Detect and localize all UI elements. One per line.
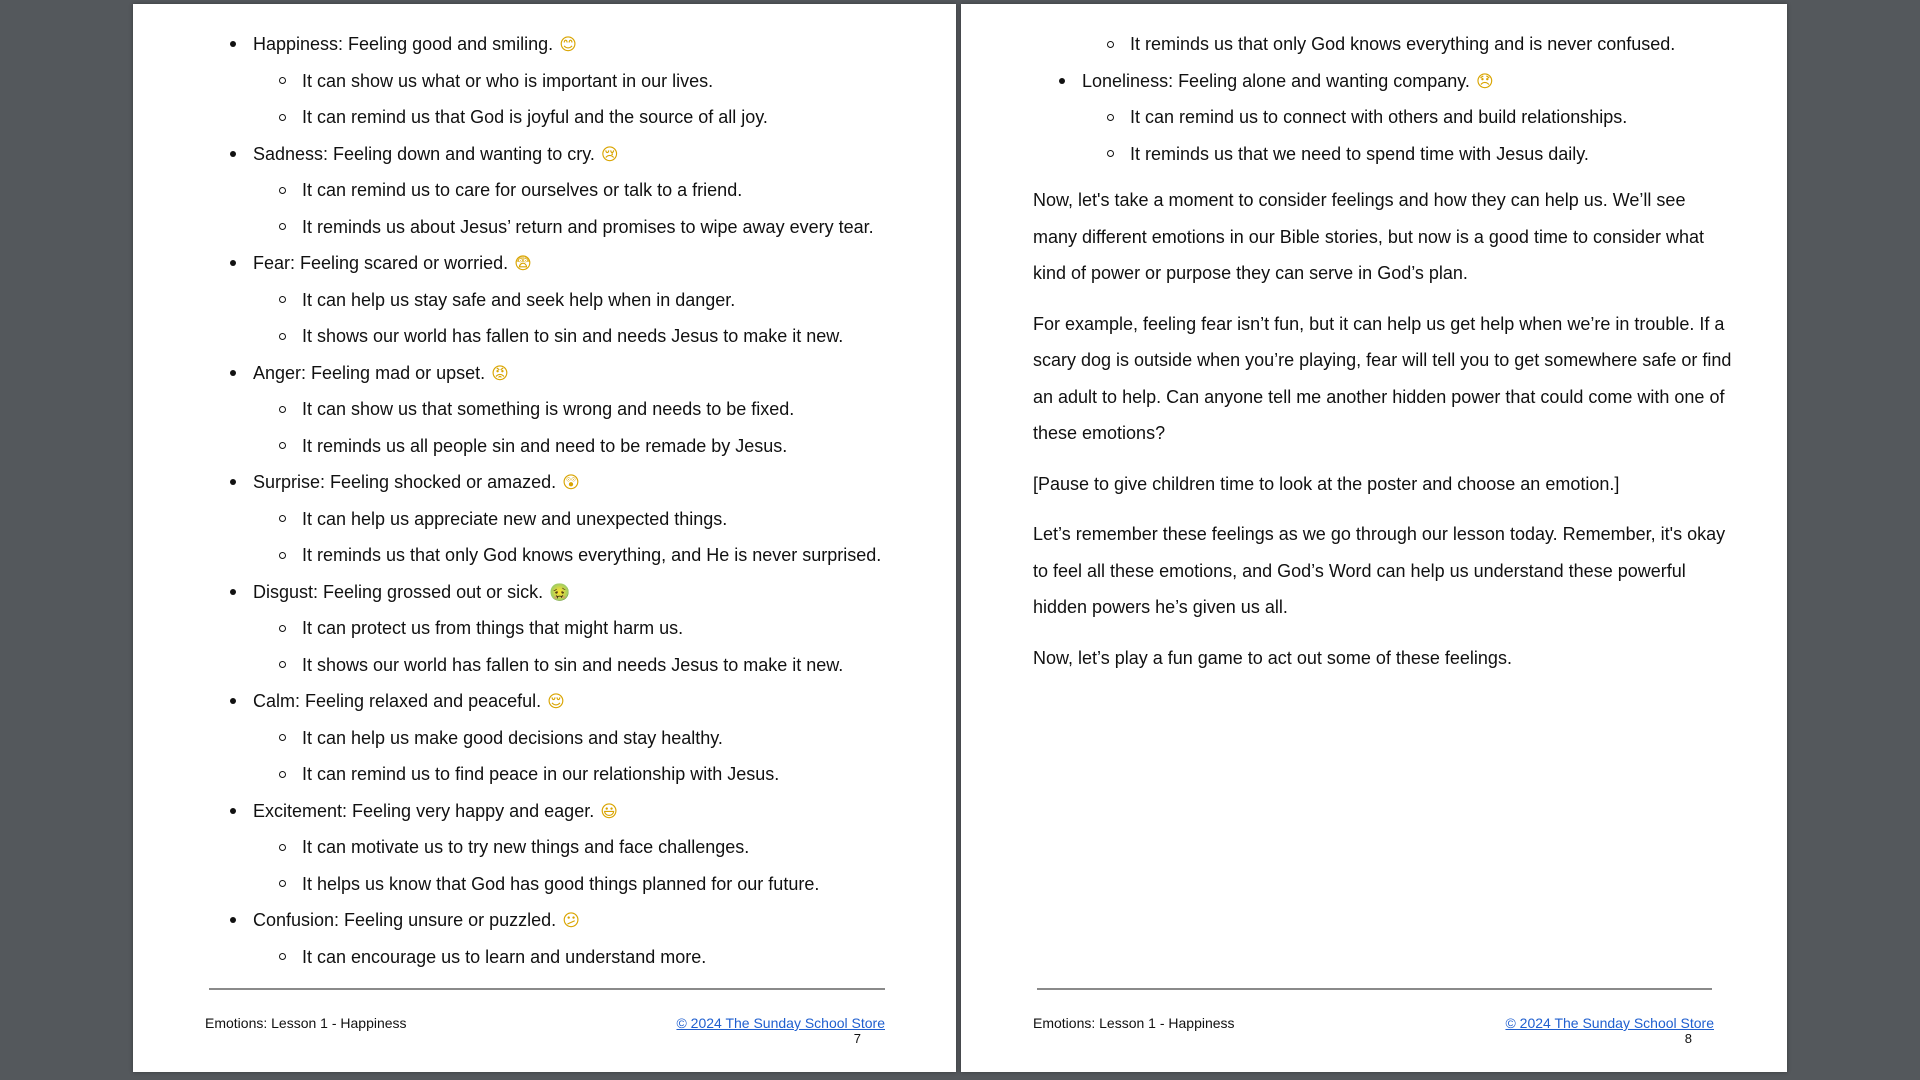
list-subitem [133, 537, 956, 574]
item-text: Sadness: Feeling down and wanting to cry. [253, 143, 595, 164]
item-text: Happiness: Feeling good and smiling. [253, 34, 554, 54]
list-subitem [961, 136, 1787, 173]
list-subitem [133, 647, 956, 684]
bullet [230, 355, 236, 392]
bullet [230, 464, 236, 501]
emoji-icon: 😊 [559, 35, 577, 55]
lesson-paragraph: For example, feeling fear isn’t fun, but it can help us get help when we’re in trouble. If a scary dog is outside when you’re playing, fear will tell you to get somewhere safe or find an adult to help. Can anyone tell me another hidden power that could come with one of these emotions? [1033, 313, 1732, 443]
subitem-text: It reminds us that we need to spend time with Jesus daily. [1130, 143, 1589, 164]
emotions-list-continued [961, 26, 1787, 172]
list-subitem [133, 391, 956, 428]
bullet [1059, 63, 1065, 100]
footer-lesson-title: Emotions: Lesson 1 - Happiness [205, 1015, 407, 1031]
subitem-text: It can protect us from things that might harm us. [302, 618, 684, 638]
subitem-text: It can help us stay safe and seek help when in danger. [302, 289, 736, 310]
subitem-text: It can show us what or who is important in our lives. [302, 70, 714, 91]
emoji-icon: 😕 [562, 911, 580, 931]
lesson-paragraph: Now, let's take a moment to consider feelings and how they can help us. We’ll see many different emotions in our Bible stories, but now is a good time to consider what kind of power or purpose they can serve in God’s plan. [1033, 190, 1705, 283]
list-item [133, 136, 956, 173]
emoji-icon: 😡 [491, 363, 509, 384]
emoji-icon: 🤢 [549, 582, 571, 603]
list-item [133, 683, 956, 720]
hollow-bullet [279, 647, 286, 684]
hollow-bullet [279, 428, 286, 465]
item-text: Surprise: Feeling shocked or amazed. [253, 472, 557, 492]
subitem-text: It reminds us all people sin and need to be remade by Jesus. [302, 435, 788, 456]
hollow-bullet [1107, 99, 1114, 136]
subitem-text: It can remind us to connect with others and build relationships. [1130, 107, 1628, 127]
lesson-paragraph: Let’s remember these feelings as we go through our lesson today. Remember, it's okay to feel all these emotions, and God’s Word can help us understand these powerful hidden powers he’s given us all. [1033, 524, 1726, 617]
lesson-paragraph: Now, let’s play a fun game to act out some of these feelings. [1033, 647, 1512, 668]
list-subitem [133, 428, 956, 465]
list-subitem [133, 866, 956, 903]
subitem-text: It reminds us about Jesus’ return and promises to wipe away every tear. [302, 216, 874, 237]
list-item [133, 245, 956, 282]
bullet [230, 136, 236, 173]
subitem-text: It reminds us that only God knows everything and is never confused. [1130, 34, 1676, 54]
item-text: Disgust: Feeling grossed out or sick. [253, 581, 544, 602]
hollow-bullet [279, 99, 286, 136]
list-item [133, 355, 956, 392]
list-item [961, 63, 1787, 100]
emoji-icon: 😞 [1475, 71, 1494, 92]
hollow-bullet [1107, 136, 1114, 173]
hollow-bullet [279, 391, 286, 428]
item-text: Fear: Feeling scared or worried. [253, 253, 509, 273]
bullet [230, 902, 236, 939]
subitem-text: It shows our world has fallen to sin and needs Jesus to make it new. [302, 654, 844, 675]
emoji-icon: 😨 [514, 254, 532, 274]
subitem-text: It can help us make good decisions and stay healthy. [302, 727, 723, 748]
list-item [133, 793, 956, 830]
item-text: Excitement: Feeling very happy and eager. [253, 800, 595, 821]
hollow-bullet [279, 866, 286, 903]
list-subitem [133, 63, 956, 100]
list-subitem [133, 318, 956, 355]
list-subitem [133, 209, 956, 246]
hollow-bullet [279, 63, 286, 100]
copyright-link[interactable]: © 2024 The Sunday School Store [1505, 1015, 1714, 1031]
list-subitem [133, 939, 956, 976]
list-subitem [133, 172, 956, 209]
hollow-bullet [279, 537, 286, 574]
subitem-text: It reminds us that only God knows everything, and He is never surprised. [302, 545, 882, 565]
page-number: 7 [853, 1031, 861, 1046]
footer-divider [1037, 988, 1712, 990]
list-subitem [133, 610, 956, 647]
footer-divider [209, 988, 885, 990]
hollow-bullet [279, 318, 286, 355]
hollow-bullet [279, 610, 286, 647]
document-page-8 [961, 4, 1787, 1072]
list-item [133, 26, 956, 63]
hollow-bullet [279, 829, 286, 866]
bullet [230, 683, 236, 720]
item-text: Loneliness: Feeling alone and wanting company. [1082, 70, 1470, 91]
bullet [230, 245, 236, 282]
subitem-text: It can remind us to find peace in our relationship with Jesus. [302, 764, 780, 784]
emoji-icon: 😢 [600, 144, 619, 165]
bullet [230, 574, 236, 611]
item-text: Calm: Feeling relaxed and peaceful. [253, 691, 542, 711]
list-subitem [133, 501, 956, 538]
list-item [133, 902, 956, 939]
subitem-text: It can motivate us to try new things and face challenges. [302, 837, 750, 857]
subitem-text: It shows our world has fallen to sin and needs Jesus to make it new. [302, 326, 844, 346]
hollow-bullet [1107, 26, 1114, 63]
list-subitem [133, 756, 956, 793]
bullet [230, 793, 236, 830]
subitem-text: It can remind us to care for ourselves or talk to a friend. [302, 180, 743, 200]
emoji-icon: 😃 [600, 801, 618, 822]
list-subitem [133, 99, 956, 136]
list-subitem [961, 26, 1787, 63]
hollow-bullet [279, 939, 286, 976]
page-number: 8 [1684, 1031, 1692, 1046]
list-item [133, 574, 956, 611]
list-subitem [133, 282, 956, 319]
hollow-bullet [279, 756, 286, 793]
list-subitem [133, 720, 956, 757]
subitem-text: It can remind us that God is joyful and the source of all joy. [302, 107, 768, 127]
subitem-text: It helps us know that God has good things planned for our future. [302, 873, 820, 894]
subitem-text: It can help us appreciate new and unexpected things. [302, 508, 728, 529]
hollow-bullet [279, 209, 286, 246]
hollow-bullet [279, 172, 286, 209]
hollow-bullet [279, 720, 286, 757]
item-text: Confusion: Feeling unsure or puzzled. [253, 910, 557, 930]
list-subitem [961, 99, 1787, 136]
bullet [230, 26, 236, 63]
footer-lesson-title: Emotions: Lesson 1 - Happiness [1033, 1015, 1235, 1031]
subitem-text: It can encourage us to learn and understand more. [302, 946, 707, 967]
emotions-list [133, 26, 956, 975]
emoji-icon: 😌 [547, 692, 565, 712]
hollow-bullet [279, 501, 286, 538]
emoji-icon: 😲 [562, 473, 580, 493]
lesson-paragraphs [1033, 182, 1733, 690]
copyright-link[interactable]: © 2024 The Sunday School Store [676, 1015, 885, 1031]
subitem-text: It can show us that something is wrong and needs to be fixed. [302, 399, 795, 419]
document-page-7 [133, 4, 956, 1072]
hollow-bullet [279, 282, 286, 319]
item-text: Anger: Feeling mad or upset. [253, 362, 486, 383]
list-item [133, 464, 956, 501]
lesson-paragraph: [Pause to give children time to look at the poster and choose an emotion.] [1033, 473, 1620, 494]
list-subitem [133, 829, 956, 866]
